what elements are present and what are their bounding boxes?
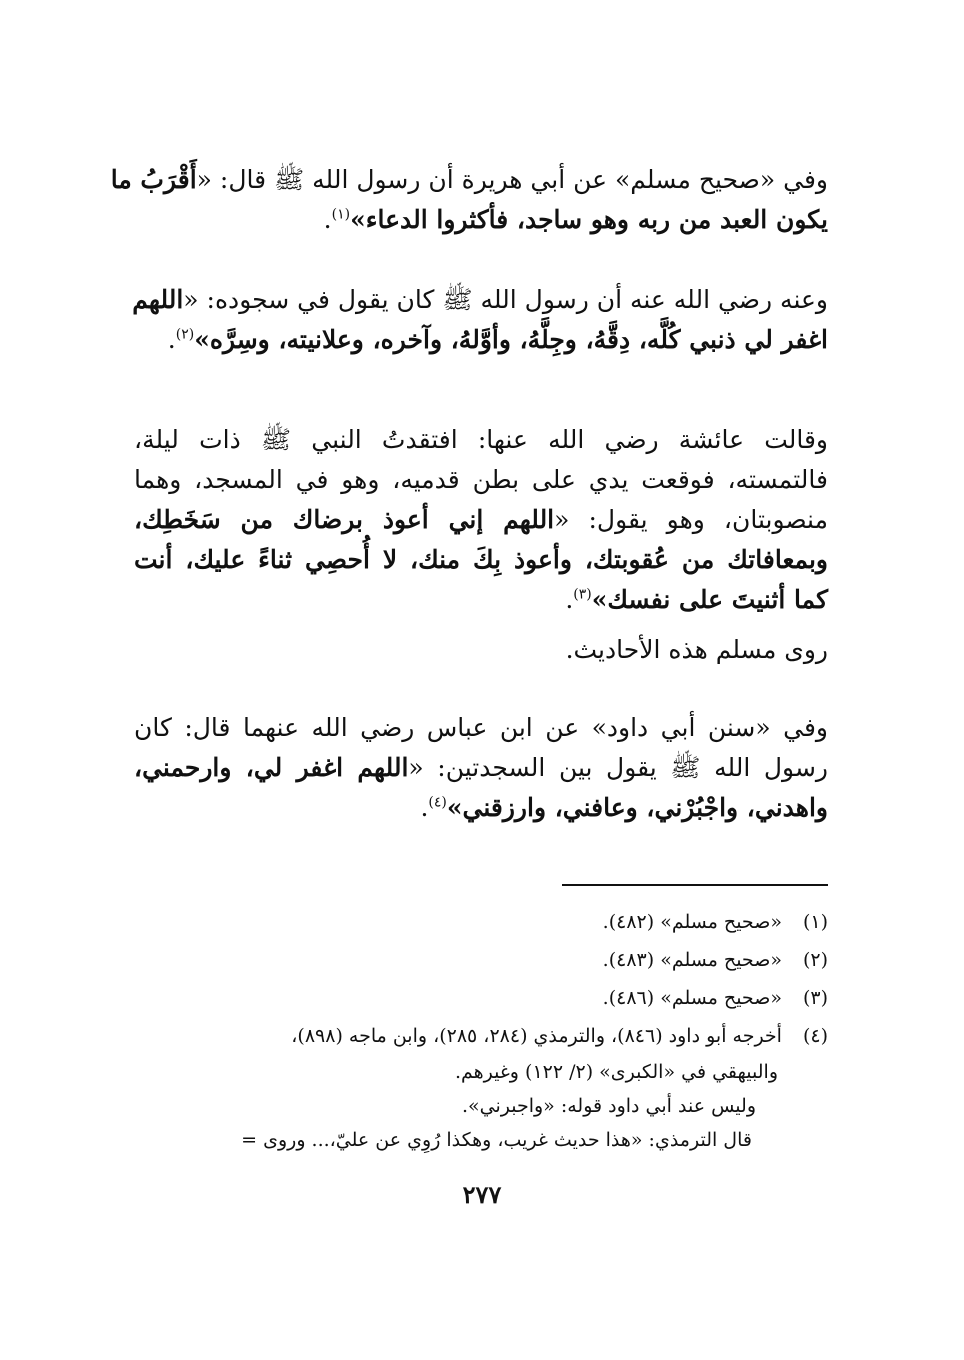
hadith-quote: واهدني، واجْبُرْني، وعافني، وارزقني»: [446, 793, 828, 822]
footnote-marker: (٤): [428, 794, 447, 811]
narration-text: فالتمسته، فوقعت يدي على بطن قدميه، وهو في المسجد، وهما: [134, 465, 828, 494]
footnote-item: [603, 906, 828, 938]
hadith-quote: كما أثنيتَ على نفسك»: [591, 585, 828, 614]
footnote-marker: (٣): [573, 586, 592, 603]
footnote-marker: (١): [331, 206, 351, 223]
footnote-number: (٢): [802, 949, 828, 971]
hadith-quote: يكون العبد من ربه وهو ساجد، فأكثروا الدعاء»: [350, 205, 828, 234]
text-line: [134, 420, 828, 460]
footnote-continuation: وليس عند أبي داود قوله: «واجبرني».: [461, 1095, 756, 1117]
narration-text: رسول الله ﷺ يقول بين السجدتين: «: [408, 753, 828, 782]
text-line: [168, 320, 828, 360]
narration-text: وفي «صحيح مسلم» عن أبي هريرة أن رسول الله ﷺ قال: «: [196, 165, 828, 194]
footnote-separator: [562, 884, 828, 886]
footnote-item: [603, 982, 828, 1014]
narration-text: .: [323, 205, 332, 234]
hadith-quote: اللهم اغفر لي، وارحمني،: [134, 753, 409, 782]
narration-text: منصوبتان، وهو يقول: «: [554, 505, 828, 534]
text-line: [565, 580, 828, 620]
footnote-number: (١): [802, 911, 828, 933]
footnote-text: «صحيح مسلم» (٤٨٢).: [602, 911, 788, 933]
narration-text: وفي «سنن أبي داود» عن ابن عباس رضي الله عنهما قال: كان: [134, 713, 828, 742]
text-line: [324, 200, 828, 240]
page-number: ٢٧٧: [462, 1180, 502, 1209]
footnote-number: (٤): [802, 1025, 828, 1047]
footnote-text: «صحيح مسلم» (٤٨٦).: [602, 987, 788, 1009]
text-line: [110, 160, 828, 200]
footnote-number: (٣): [802, 987, 828, 1009]
footnote-continuation: والبيهقي في «الكبرى» (٢/ ١٢٢) وغيرهم.: [454, 1061, 778, 1083]
narration-text: روى مسلم هذه الأحاديث.: [565, 635, 828, 664]
footnote-text: «صحيح مسلم» (٤٨٣).: [602, 949, 788, 971]
hadith-quote: وبمعافاتك من عُقوبتك، وأعوذ بِكَ منك، لا أُحصِي ثناءً عليك، أنت: [134, 545, 828, 574]
narration-text: .: [565, 585, 574, 614]
text-line: [134, 460, 828, 500]
footnote-item: [603, 944, 828, 976]
narration-text: .: [420, 793, 429, 822]
text-line: [134, 708, 828, 748]
hadith-quote: اللهم إني أعوذ برضاك من سَخَطِك،: [134, 505, 555, 534]
footnote-text: أخرجه أبو داود (٨٤٦)، والترمذي (٢٨٤، ٢٨٥)، وابن ماجه (٨٩٨)،: [291, 1025, 788, 1047]
hadith-quote: اغفر لي ذنبي كُلَّه، دِقَّهُ، وجِلَّهُ، وأوَّلهُ، وآخره، وعلانيته، وسِرَّه»: [194, 325, 828, 354]
text-line: [134, 280, 828, 320]
text-line: [134, 748, 828, 788]
text-line: [566, 630, 828, 670]
footnote-continuation: قال الترمذي: «هذا حديث غريب، وهكذا رُوِي عن عليّ،... وروى =: [241, 1129, 752, 1151]
hadith-quote: أَقْرَبُ ما: [110, 165, 197, 194]
narration-text: وقالت عائشة رضي الله عنها: افتقدتُ النبي ﷺ ذات ليلة،: [134, 425, 828, 454]
text-line: [134, 540, 828, 580]
footnote-marker: (٢): [175, 326, 195, 343]
text-line: [420, 788, 828, 828]
footnote-item: [291, 1020, 828, 1052]
narration-text: .: [167, 325, 176, 354]
narration-text: وعنه رضي الله عنه أن رسول الله ﷺ كان يقول في سجوده: «: [183, 285, 828, 314]
hadith-quote: اللهم: [132, 285, 184, 314]
text-line: [134, 500, 828, 540]
